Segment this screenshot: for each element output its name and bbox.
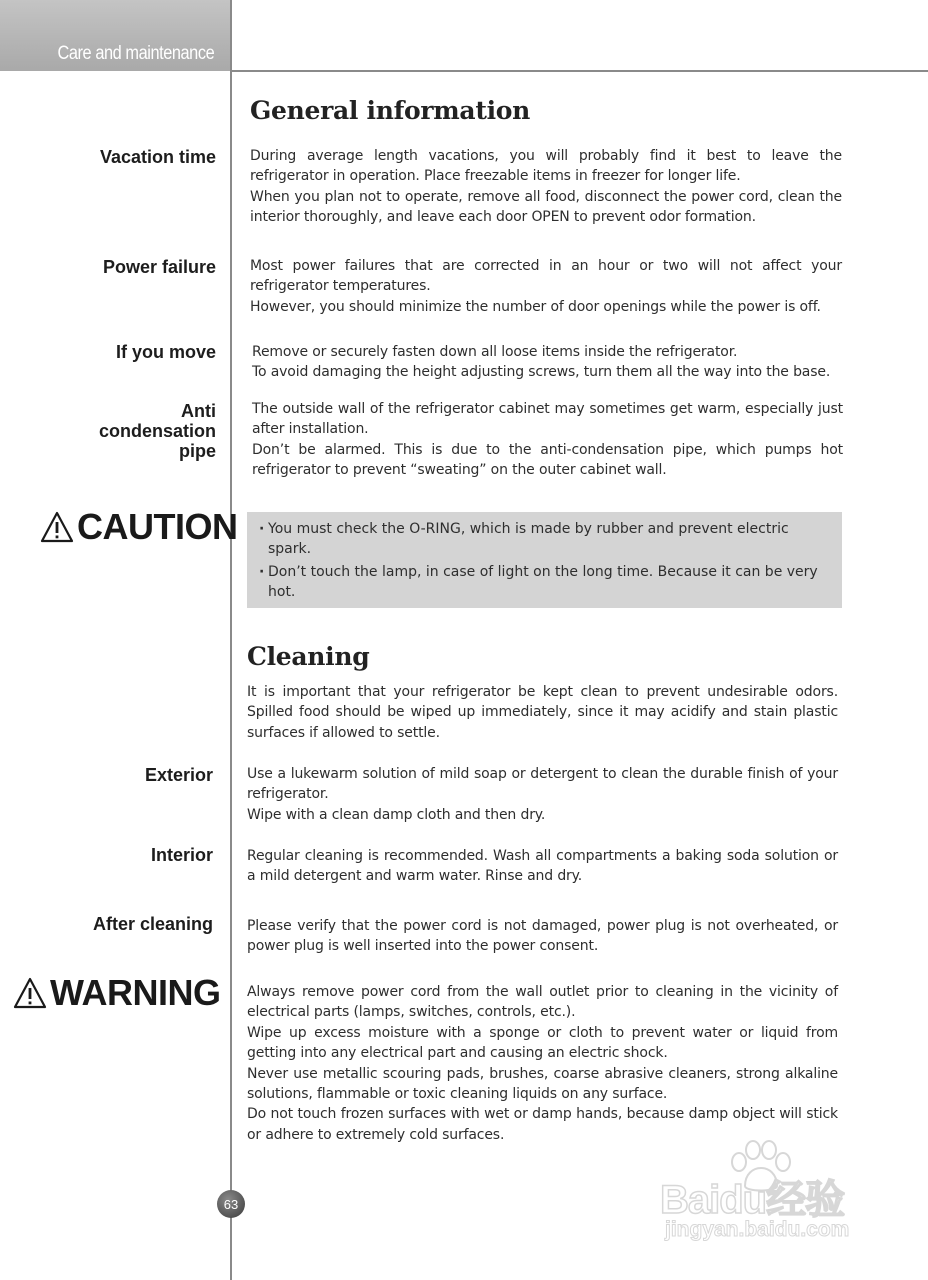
warning-triangle-icon <box>13 977 47 1009</box>
caution-list <box>247 512 842 602</box>
anti-condensation-label <box>99 401 216 461</box>
power-paragraph-2: However, you should minimize the number of door openings while the power is off. <box>250 298 821 315</box>
vacation-time-text <box>250 146 842 228</box>
power-paragraph-1: Most power failures that are corrected in an hour or two will not affect your refrigerator temperatures. <box>250 258 842 295</box>
caution-triangle-icon <box>40 511 74 543</box>
interior-paragraph: Regular cleaning is recommended. Wash all compartments a baking soda solution or a mild detergent and warm water. Rinse and dry. <box>247 848 838 885</box>
section-header-tab <box>0 0 230 71</box>
after-cleaning-label: After cleaning <box>92 914 213 934</box>
cleaning-intro <box>247 682 838 743</box>
warning-paragraph-1: Always remove power cord from the wall outlet prior to cleaning in the vicinity of electrical parts (lamps, switches, controls, etc.). <box>247 984 838 1021</box>
after-cleaning-text <box>247 916 838 957</box>
exterior-text <box>247 764 838 825</box>
anti-paragraph-2: Don’t be alarmed. This is due to the anti-condensation pipe, which pumps hot refrigerator to prevent “sweating” on the outer cabinet wall. <box>252 441 843 479</box>
caution-heading <box>40 506 238 548</box>
watermark-url: jingyan.baidu.com <box>665 1218 850 1241</box>
page-number-badge: 63 <box>217 1190 245 1218</box>
cleaning-intro-paragraph: It is important that your refrigerator be kept clean to prevent undesirable odors. Spilled food should be wiped up immediately, since it may acidify and stain plastic surfaces if allowed to settle. <box>247 684 838 741</box>
cleaning-heading: Cleaning <box>247 642 370 671</box>
warning-paragraph-4: Do not touch frozen surfaces with wet or damp hands, because damp object will stick or adhere to extremely cold surfaces. <box>247 1106 838 1143</box>
caution-item-1: · You must check the O-RING, which is made by rubber and prevent electric spark. <box>259 520 824 559</box>
exterior-paragraph-1: Use a lukewarm solution of mild soap or detergent to clean the durable finish of your refrigerator. <box>247 766 838 803</box>
power-failure-text <box>250 256 842 317</box>
warning-paragraph-3: Never use metallic scouring pads, brushes, coarse abrasive cleaners, strong alkaline solutions, flammable or toxic cleaning liquids on any surface. <box>247 1065 838 1103</box>
interior-text <box>247 846 838 887</box>
warning-text <box>247 982 838 1145</box>
power-failure-label: Power failure <box>102 257 216 277</box>
anti-label-line-3: pipe <box>178 441 216 461</box>
warning-title: WARNING <box>50 972 221 1013</box>
anti-paragraph-1: The outside wall of the refrigerator cabinet may sometimes get warm, especially just after installation. <box>252 401 843 438</box>
exterior-paragraph-2: Wipe with a clean damp cloth and then dry. <box>247 806 546 823</box>
if-you-move-label: If you move <box>115 342 216 362</box>
vacation-time-label: Vacation time <box>99 147 216 167</box>
anti-label-line-2: condensation <box>98 421 216 441</box>
caution-title: CAUTION <box>77 506 238 547</box>
warning-heading <box>13 972 221 1014</box>
margin-rule <box>230 0 232 1280</box>
header-rule <box>230 70 928 72</box>
interior-label: Interior <box>150 845 213 865</box>
after-cleaning-paragraph: Please verify that the power cord is not damaged, power plug is not overheated, or power plug is well inserted into the power consent. <box>247 918 838 955</box>
move-paragraph-2: To avoid damaging the height adjusting screws, turn them all the way into the base. <box>252 364 831 381</box>
vacation-paragraph-1: During average length vacations, you will probably find it best to leave the refrigerator in operation. Place freezable items in freezer for longer life. <box>250 148 842 185</box>
general-information-heading: General information <box>250 96 531 125</box>
vacation-paragraph-2: When you plan not to operate, remove all food, disconnect the power cord, clean the interior thoroughly, and leave each door OPEN to prevent odor formation. <box>250 188 842 226</box>
anti-condensation-text <box>252 399 843 481</box>
if-you-move-text <box>252 342 842 383</box>
anti-label-line-1: Anti <box>181 401 216 421</box>
move-paragraph-1: Remove or securely fasten down all loose items inside the refrigerator. <box>252 344 738 360</box>
watermark-brand: Baidu经验 <box>660 1178 845 1222</box>
section-title: Care and maintenance <box>57 43 214 64</box>
baidu-watermark <box>655 1140 885 1250</box>
exterior-label: Exterior <box>144 765 213 785</box>
caution-item-2: · Don’t touch the lamp, in case of light on the long time. Because it can be very hot. <box>259 563 824 602</box>
warning-paragraph-2: Wipe up excess moisture with a sponge or cloth to prevent water or liquid from getting into any electrical part and causing an electric shock. <box>247 1024 838 1062</box>
caution-box <box>247 512 842 608</box>
